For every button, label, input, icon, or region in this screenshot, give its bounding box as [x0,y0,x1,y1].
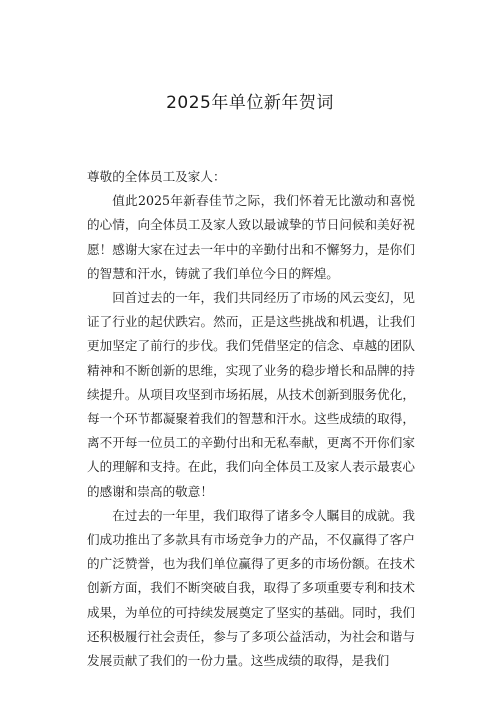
paragraph-greeting: 值此2025年新春佳节之际，我们怀着无比激动和喜悦的心情，向全体员工及家人致以最诚挚的节日问候和美好祝愿！感谢大家在过去一年中的辛勤付出和不懈努力，是你们的智慧和汗水，铸就了我们单位今日的辉煌。 [87,193,415,281]
paragraph-review: 回首过去的一年，我们共同经历了市场的风云变幻，见证了行业的起伏跌宕。然而，正是这些挑战和机遇，让我们更加坚定了前行的步伐。我们凭借坚定的信念、卓越的团队精神和不断创新的思维，实现了业务的稳步增长和品牌的持续提升。从项目攻坚到市场拓展，从技术创新到服务优化，每一个环节都凝聚着我们的智慧和汗水。这些成绩的取得，离不开每一位员工的辛勤付出和无私奉献，更离不开你们家人的理解和支持。在此，我们向全体员工及家人表示最衷心的感谢和崇高的敬意！ [87,290,415,499]
paragraph-achievements: 在过去的一年里，我们取得了诸多令人瞩目的成就。我们成功推出了多款具有市场竞争力的产品，不仅赢得了客户的广泛赞誉，也为我们单位赢得了更多的市场份额。在技术创新方面，我们不断突破自我，取得了多项重要专利和技术成果，为单位的可持续发展奠定了坚实的基础。同时，我们还积极履行社会责任，参与了多项公益活动，为社会和谐与发展贡献了我们的一份力量。这些成绩的取得，是我们 [87,507,415,669]
document-title: 2025年单位新年贺词 [166,93,334,113]
salutation: 尊敬的全体员工及家人： [87,169,226,184]
document-body [87,165,415,673]
